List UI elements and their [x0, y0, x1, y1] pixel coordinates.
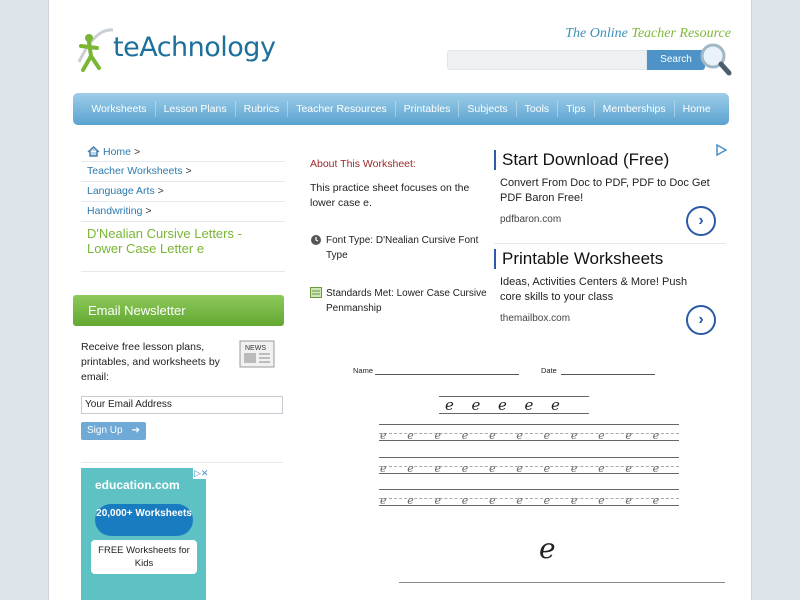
practice-letter: e — [380, 494, 387, 507]
date-line — [561, 374, 655, 375]
tagline — [565, 26, 731, 42]
breadcrumb-separator: > — [134, 145, 141, 158]
practice-letter: e — [543, 462, 551, 475]
education-ad-logo: education.com — [95, 478, 180, 492]
main-nav — [73, 93, 729, 125]
standards-icon — [310, 287, 322, 298]
nav-tips[interactable]: Tips — [557, 101, 593, 117]
ad-title[interactable]: Printable Worksheets — [494, 249, 726, 269]
practice-row — [379, 430, 679, 441]
practice-row — [379, 495, 679, 506]
practice-letter: e — [652, 494, 660, 507]
nav-rubrics[interactable]: Rubrics — [235, 101, 288, 117]
practice-letter: e — [570, 494, 578, 507]
breadcrumb-teacher-worksheets-label: Teacher Worksheets — [87, 165, 183, 177]
sign-up-button[interactable] — [81, 422, 146, 440]
sign-up-label: Sign Up — [87, 425, 123, 436]
practice-letter: e — [489, 494, 496, 507]
nav-home[interactable]: Home — [674, 101, 719, 117]
nav-subjects[interactable]: Subjects — [458, 101, 515, 117]
standards-info — [310, 286, 495, 316]
nav-teacher-resources[interactable]: Teacher Resources — [287, 101, 394, 117]
worksheet-date-label: Date — [541, 366, 557, 375]
site-logo[interactable] — [77, 18, 277, 80]
practice-letter: e — [434, 429, 442, 442]
nav-tools[interactable]: Tools — [516, 101, 558, 117]
ad-title[interactable]: Start Download (Free) — [494, 150, 726, 170]
large-letter: e — [539, 532, 556, 565]
practice-letter: e — [407, 429, 414, 442]
magnifier-icon[interactable] — [695, 42, 733, 78]
practice-letter: e — [543, 494, 551, 507]
practice-letter: e — [489, 462, 496, 475]
divider — [81, 462, 283, 463]
practice-letter: e — [461, 429, 469, 442]
practice-letter: e — [516, 429, 523, 442]
education-ad[interactable] — [81, 468, 206, 600]
practice-letter: e — [625, 429, 632, 442]
breadcrumb-language-arts[interactable] — [81, 182, 285, 202]
breadcrumb-home[interactable] — [81, 142, 285, 162]
education-ad-box: FREE Worksheets for Kids — [91, 540, 197, 574]
worksheet-name-label: Name — [353, 366, 374, 375]
breadcrumb-separator: > — [157, 185, 164, 197]
house-icon — [87, 146, 100, 157]
practice-letter: e — [407, 494, 414, 507]
ad-description: Convert From Doc to PDF, PDF to Doc Get PDF Baron Free! — [500, 177, 710, 204]
breadcrumb — [81, 142, 285, 272]
breadcrumb-separator: > — [185, 165, 192, 177]
page-title: D'Nealian Cursive Letters - Lower Case Letter e — [81, 222, 285, 272]
ad-domain: themailbox.com — [500, 313, 571, 324]
chevron-right-icon[interactable]: › — [686, 206, 716, 236]
practice-letter: e — [570, 429, 578, 442]
worksheet-preview[interactable] — [349, 360, 689, 600]
logo-figure-icon — [77, 26, 115, 72]
model-letter: e — [445, 396, 454, 414]
practice-letter: e — [598, 462, 605, 475]
newspaper-icon — [239, 340, 275, 368]
model-letters — [445, 396, 578, 414]
tagline-part1: The Online — [565, 26, 628, 41]
practice-letter: e — [570, 462, 578, 475]
page — [48, 0, 752, 600]
ad-domain: pdfbaron.com — [500, 214, 562, 225]
about-text: This practice sheet focuses on the lower case e. — [310, 182, 470, 209]
practice-letter: e — [461, 494, 469, 507]
breadcrumb-handwriting-label: Handwriting — [87, 205, 143, 217]
nav-printables[interactable]: Printables — [395, 101, 459, 117]
practice-letter: e — [625, 494, 632, 507]
about-title: About This Worksheet: — [310, 158, 416, 170]
tagline-part2: Teacher Resource — [631, 26, 731, 41]
breadcrumb-handwriting[interactable] — [81, 202, 285, 222]
practice-letter: e — [625, 462, 632, 475]
practice-letter: e — [652, 429, 660, 442]
font-type-text: Font Type: D'Nealian Cursive Font Type — [326, 235, 479, 261]
model-letter: e — [551, 396, 560, 414]
chevron-right-icon[interactable]: › — [686, 305, 716, 335]
clock-icon — [310, 234, 322, 246]
practice-letter: e — [598, 429, 605, 442]
search-input[interactable] — [447, 50, 647, 70]
newspaper-icon-label: NEWS — [245, 345, 266, 352]
nav-worksheets[interactable]: Worksheets — [91, 103, 147, 115]
practice-letter: e — [407, 462, 414, 475]
bottom-line — [399, 582, 725, 583]
logo-text: teAchnology — [113, 32, 276, 63]
newsletter-text: Receive free lesson plans, printables, and worksheets by email: — [81, 341, 220, 383]
arrow-right-icon: ➔ — [131, 425, 140, 436]
breadcrumb-teacher-worksheets[interactable] — [81, 162, 285, 182]
ad-divider — [494, 243, 726, 244]
practice-letter: e — [461, 462, 469, 475]
nav-lesson-plans[interactable]: Lesson Plans — [155, 101, 235, 117]
education-ad-pill: 20,000+ Worksheets — [95, 504, 193, 536]
search-button[interactable]: Search — [647, 50, 705, 70]
nav-memberships[interactable]: Memberships — [594, 101, 674, 117]
ad-themailbox[interactable] — [494, 249, 726, 328]
practice-letter: e — [543, 429, 551, 442]
model-letter: e — [498, 396, 507, 414]
practice-letter: e — [380, 429, 387, 442]
name-line — [375, 374, 519, 375]
standards-text: Standards Met: Lower Case Cursive Penmanship — [326, 288, 487, 314]
ad-description: Ideas, Activities Centers & More! Push core skills to your class — [500, 276, 688, 303]
font-type-info — [310, 233, 495, 263]
practice-letter: e — [489, 429, 496, 442]
practice-row — [379, 463, 679, 474]
practice-letter: e — [434, 494, 442, 507]
model-letter: e — [471, 396, 481, 414]
practice-letter: e — [380, 462, 387, 475]
practice-letter: e — [516, 494, 523, 507]
practice-letter: e — [598, 494, 605, 507]
ad-pdfbaron[interactable] — [494, 150, 726, 229]
practice-letter: e — [652, 462, 660, 475]
breadcrumb-separator: > — [145, 205, 152, 217]
practice-letter: e — [516, 462, 523, 475]
ad-close-icon[interactable]: ▷✕ — [194, 468, 209, 478]
model-letter: e — [524, 396, 534, 414]
email-field[interactable]: Your Email Address — [81, 396, 283, 414]
breadcrumb-language-arts-label: Language Arts — [87, 185, 155, 197]
practice-letter: e — [434, 462, 442, 475]
newsletter-header: Email Newsletter — [73, 295, 284, 326]
breadcrumb-home-label: Home — [103, 145, 132, 158]
